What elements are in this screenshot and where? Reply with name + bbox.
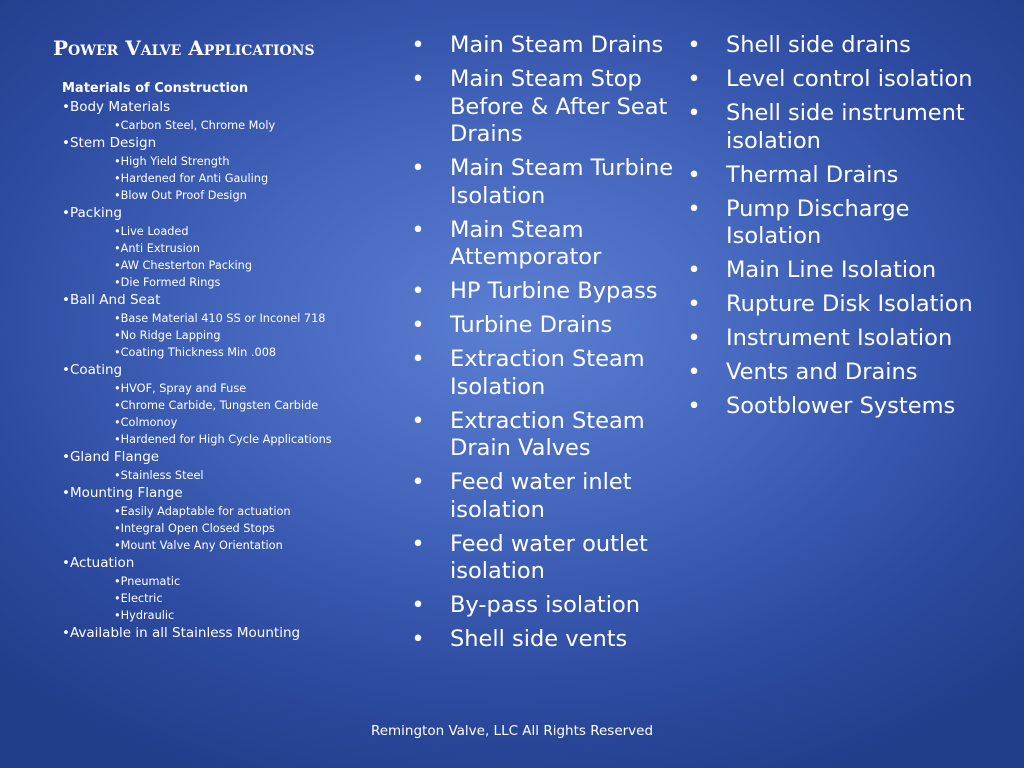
bullet-icon: •	[411, 66, 425, 92]
materials-group	[62, 624, 402, 643]
applications-column-right	[686, 32, 986, 427]
application-label: Extraction Steam Drain Valves	[450, 407, 645, 461]
materials-group	[62, 204, 402, 291]
application-item	[686, 393, 986, 421]
bullet-icon: •	[687, 161, 701, 188]
application-label: Main Steam Stop Before & After Seat Drains	[450, 66, 668, 147]
bullet-icon: •	[687, 393, 701, 419]
bullet-icon: •	[411, 469, 425, 495]
application-item	[686, 32, 986, 60]
application-item	[686, 162, 986, 190]
materials-subitem: •Easily Adaptable for actuation	[114, 505, 291, 518]
bullet-icon: •	[411, 530, 425, 557]
application-label: Shell side instrument isolation	[726, 100, 965, 154]
application-label: Sootblower Systems	[726, 393, 956, 419]
materials-subitem: •Hydraulic	[114, 609, 175, 622]
application-item	[410, 66, 686, 149]
bullet-icon: •	[687, 291, 701, 317]
materials-sublist	[62, 310, 402, 361]
materials-subitem: •Integral Open Closed Stops	[114, 522, 275, 535]
application-label: Extraction Steam Isolation	[450, 346, 645, 400]
application-item	[686, 196, 986, 251]
application-item	[410, 278, 686, 306]
bullet-icon: •	[687, 325, 701, 351]
bullet-icon: •	[687, 100, 701, 126]
materials-subitem: •HVOF, Spray and Fuse	[114, 382, 247, 395]
materials-subitem: •Stainless Steel	[114, 469, 204, 482]
materials-group-label: •Gland Flange	[62, 449, 160, 465]
materials-group-label: •Actuation	[62, 555, 135, 571]
materials-heading: Materials of Construction	[62, 81, 249, 96]
application-item	[410, 312, 686, 340]
application-label: Pump Discharge Isolation	[726, 195, 910, 249]
application-item	[686, 291, 986, 319]
application-item	[686, 257, 986, 285]
bullet-icon: •	[411, 32, 425, 58]
application-label: Feed water outlet isolation	[450, 530, 648, 584]
application-item	[410, 408, 686, 463]
materials-sublist	[62, 117, 402, 134]
application-item	[686, 100, 986, 155]
materials-sublist	[62, 380, 402, 448]
application-label: Thermal Drains	[726, 161, 899, 188]
bullet-icon: •	[687, 66, 701, 92]
application-label: By-pass isolation	[450, 592, 641, 618]
bullet-icon: •	[687, 195, 701, 222]
application-item	[410, 346, 686, 401]
materials-group	[62, 448, 402, 484]
materials-subitem: •No Ridge Lapping	[114, 329, 221, 342]
application-item	[410, 155, 686, 210]
materials-group	[62, 291, 402, 361]
application-label: Instrument Isolation	[726, 325, 953, 351]
materials-subitem: •Chrome Carbide, Tungsten Carbide	[114, 399, 319, 412]
materials-sublist	[62, 467, 402, 484]
bullet-icon: •	[411, 216, 425, 243]
materials-group-label: •Ball And Seat	[62, 292, 161, 308]
bullet-icon: •	[687, 32, 701, 58]
materials-subitem: •Blow Out Proof Design	[114, 189, 247, 202]
application-item	[410, 32, 686, 60]
materials-subitem: •Pneumatic	[114, 575, 181, 588]
application-label: Turbine Drains	[450, 312, 613, 338]
application-label: Rupture Disk Isolation	[726, 291, 973, 317]
materials-group-label: •Body Materials	[62, 99, 171, 115]
application-label: Main Steam Drains	[450, 32, 664, 58]
materials-group	[62, 98, 402, 134]
materials-sublist	[62, 573, 402, 624]
materials-subitem: •Anti Extrusion	[114, 242, 200, 255]
materials-subitem: •Colmonoy	[114, 416, 178, 429]
application-item	[686, 359, 986, 387]
application-item	[410, 626, 686, 654]
bullet-icon: •	[411, 626, 425, 652]
application-item	[410, 592, 686, 620]
materials-subitem: •Hardened for High Cycle Applications	[114, 433, 332, 446]
materials-subitem: •Electric	[114, 592, 163, 605]
bullet-icon: •	[687, 257, 701, 283]
bullet-icon: •	[411, 346, 425, 372]
footer-copyright: Remington Valve, LLC All Rights Reserved	[370, 723, 654, 739]
materials-sublist	[62, 223, 402, 291]
materials-group	[62, 134, 402, 204]
materials-sublist	[62, 503, 402, 554]
materials-subitem: •AW Chesterton Packing	[114, 259, 252, 272]
materials-group-label: •Available in all Stainless Mounting	[62, 625, 301, 641]
materials-panel	[62, 80, 402, 643]
application-item	[410, 531, 686, 586]
materials-subitem: •Coating Thickness Min .008	[114, 346, 277, 359]
materials-list	[62, 98, 402, 643]
application-label: Shell side vents	[450, 626, 628, 652]
materials-subitem: •Mount Valve Any Orientation	[114, 539, 283, 552]
materials-subitem: •Carbon Steel, Chrome Moly	[114, 119, 276, 132]
application-item	[410, 469, 686, 524]
application-label: Feed water inlet isolation	[450, 469, 632, 523]
materials-group	[62, 361, 402, 448]
application-label: Main Steam Turbine Isolation	[450, 155, 674, 209]
application-label: HP Turbine Bypass	[450, 278, 658, 304]
materials-group-label: •Stem Design	[62, 135, 157, 151]
materials-subitem: •Live Loaded	[114, 225, 189, 238]
application-label: Level control isolation	[726, 66, 973, 92]
page-title: Power Valve Applications	[53, 36, 315, 60]
applications-column-middle	[410, 32, 686, 660]
materials-subitem: •Die Formed Rings	[114, 276, 221, 289]
application-label: Shell side drains	[726, 32, 911, 58]
bullet-icon: •	[411, 312, 425, 338]
bullet-icon: •	[687, 359, 701, 385]
materials-sublist	[62, 153, 402, 204]
bullet-icon: •	[411, 592, 425, 618]
materials-group	[62, 484, 402, 554]
application-item	[686, 325, 986, 353]
application-item	[686, 66, 986, 94]
materials-subitem: •High Yield Strength	[114, 155, 230, 168]
materials-subitem: •Base Material 410 SS or Inconel 718	[114, 312, 326, 325]
materials-group	[62, 554, 402, 624]
materials-group-label: •Coating	[62, 362, 123, 378]
application-item	[410, 217, 686, 272]
bullet-icon: •	[411, 278, 425, 304]
materials-group-label: •Mounting Flange	[62, 485, 183, 501]
application-label: Main Steam Attemporator	[450, 216, 602, 270]
materials-group-label: •Packing	[62, 205, 122, 221]
application-label: Main Line Isolation	[726, 257, 937, 283]
application-label: Vents and Drains	[726, 359, 918, 385]
materials-subitem: •Hardened for Anti Gauling	[114, 172, 269, 185]
bullet-icon: •	[411, 155, 425, 181]
bullet-icon: •	[411, 407, 425, 434]
